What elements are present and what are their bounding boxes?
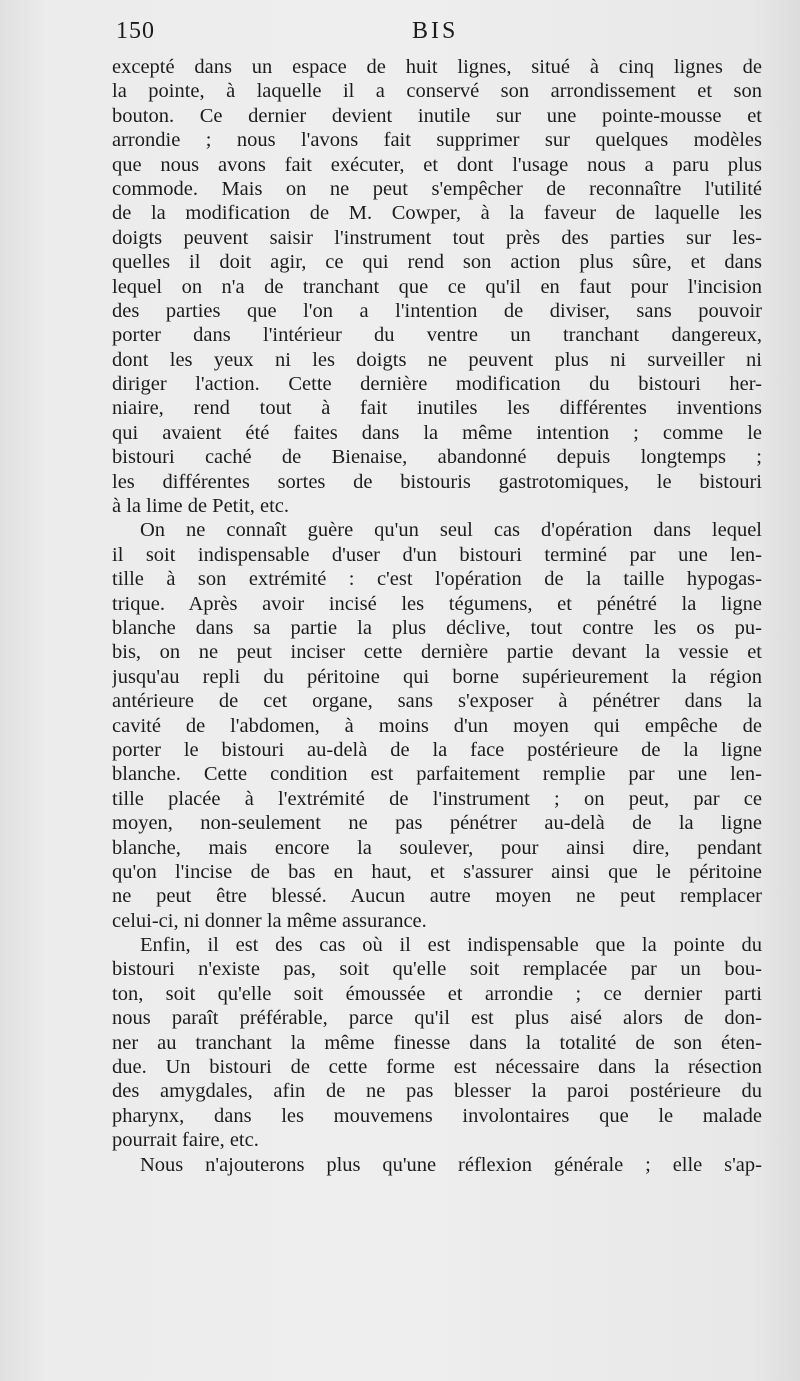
text-line: pourrait faire, etc. <box>112 1129 259 1152</box>
text-line: porter dans l'intérieur du ventre un tranchant dangereux, <box>112 324 762 347</box>
text-line: bis, on ne peut inciser cette dernière partie devant la vessie et <box>112 641 762 664</box>
text-line: tille à son extrémité : c'est l'opération de la taille hypogas- <box>112 568 762 591</box>
text-line: jusqu'au repli du péritoine qui borne supérieurement la région <box>112 665 762 688</box>
text-line: ton, soit qu'elle soit émoussée et arrondie ; ce dernier parti <box>112 982 762 1005</box>
text-line: bistouri caché de Bienaise, abandonné depuis longtemps ; <box>112 446 762 469</box>
text-line: des parties que l'on a l'intention de diviser, sans pouvoir <box>112 299 762 322</box>
text-line: nous paraît préférable, parce qu'il est plus aisé alors de don- <box>112 1007 762 1030</box>
text-line: porter le bistouri au-delà de la face postérieure de la ligne <box>112 738 762 761</box>
text-line: à la lime de Petit, etc. <box>112 495 290 518</box>
page-number: 150 <box>116 18 155 44</box>
text-line: blanche dans sa partie la plus déclive, tout contre les os pu- <box>112 616 762 639</box>
text-line: que nous avons fait exécuter, et dont l'usage nous a paru plus <box>112 153 762 176</box>
text-line: diriger l'action. Cette dernière modification du bistouri her- <box>112 373 762 396</box>
text-line: bouton. Ce dernier devient inutile sur une pointe-mousse et <box>112 104 762 127</box>
text-line: celui-ci, ni donner la même assurance. <box>112 909 427 932</box>
text-line: ne peut être blessé. Aucun autre moyen ne peut remplacer <box>112 885 762 908</box>
text-line: pharynx, dans les mouvemens involontaires que le malade <box>112 1104 762 1127</box>
text-line: lequel on n'a de tranchant que ce qu'il en faut pour l'incision <box>112 275 762 298</box>
text-line: antérieure de cet organe, sans s'exposer à pénétrer dans la <box>112 690 762 713</box>
text-line: dont les yeux ni les doigts ne peuvent plus ni surveiller ni <box>112 348 762 371</box>
running-head: BIS <box>412 18 459 44</box>
text-line: trique. Après avoir incisé les tégumens, et pénétré la ligne <box>112 592 762 615</box>
text-line: ner au tranchant la même finesse dans la totalité de son éten- <box>112 1031 762 1054</box>
text-line: il soit indispensable d'user d'un bistouri terminé par une len- <box>112 543 762 566</box>
text-line: blanche. Cette condition est parfaitement remplie par une len- <box>112 763 762 786</box>
text-line: moyen, non-seulement ne pas pénétrer au-delà de la ligne <box>112 812 762 835</box>
text-line: Enfin, il est des cas où il est indispensable que la pointe du <box>140 934 762 957</box>
text-line: qu'on l'incise de bas en haut, et s'assurer ainsi que le péritoine <box>112 860 762 883</box>
text-line: qui avaient été faites dans la même intention ; comme le <box>112 421 762 444</box>
text-line: On ne connaît guère qu'un seul cas d'opération dans lequel <box>140 519 762 542</box>
body-text <box>112 55 762 1177</box>
text-line: doigts peuvent saisir l'instrument tout près des parties sur les- <box>112 226 762 249</box>
text-line: les différentes sortes de bistouris gastrotomiques, le bistouri <box>112 470 762 493</box>
text-line: arrondie ; nous l'avons fait supprimer sur quelques modèles <box>112 129 762 152</box>
text-line: cavité de l'abdomen, à moins d'un moyen qui empêche de <box>112 714 762 737</box>
text-line: blanche, mais encore la soulever, pour ainsi dire, pendant <box>112 836 762 859</box>
text-line: de la modification de M. Cowper, à la faveur de laquelle les <box>112 202 762 225</box>
text-line: bistouri n'existe pas, soit qu'elle soit remplacée par un bou- <box>112 958 762 981</box>
text-line: tille placée à l'extrémité de l'instrument ; on peut, par ce <box>112 787 762 810</box>
text-line: quelles il doit agir, ce qui rend son action plus sûre, et dans <box>112 251 762 274</box>
page-header <box>112 18 760 52</box>
text-line: commode. Mais on ne peut s'empêcher de reconnaître l'utilité <box>112 177 762 200</box>
text-line: niaire, rend tout à fait inutiles les différentes inventions <box>112 397 762 420</box>
text-line: Nous n'ajouterons plus qu'une réflexion générale ; elle s'ap- <box>140 1153 762 1176</box>
text-line: la pointe, à laquelle il a conservé son arrondissement et son <box>112 80 762 103</box>
text-line: excepté dans un espace de huit lignes, situé à cinq lignes de <box>112 56 762 78</box>
text-line: due. Un bistouri de cette forme est nécessaire dans la résection <box>112 1056 762 1079</box>
text-line: des amygdales, afin de ne pas blesser la paroi postérieure du <box>112 1080 762 1103</box>
